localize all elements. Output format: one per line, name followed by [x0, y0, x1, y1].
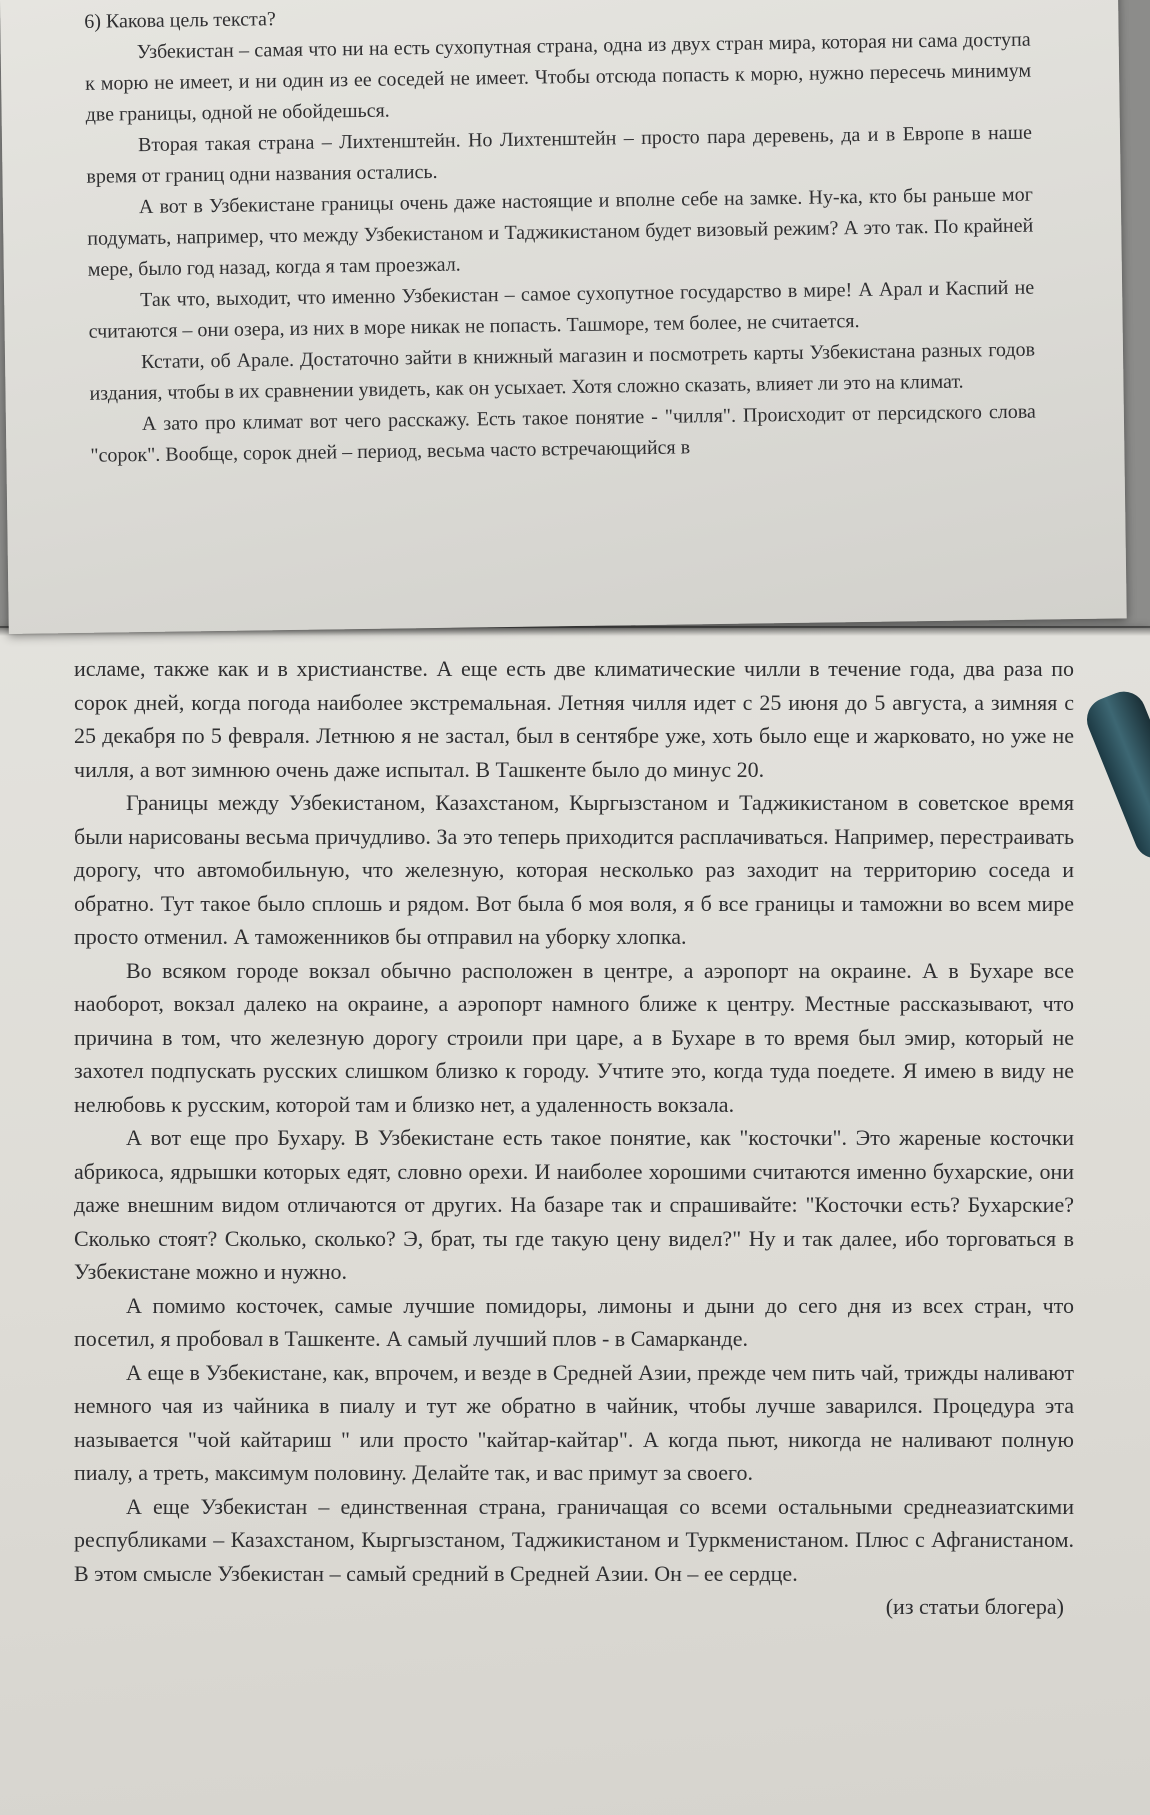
paragraph-heart-of-asia: А еще Узбекистан – единственная страна, граничащая со всеми остальными среднеазиатскими республиками – Казахстаном, Кыргызстаном, Таджикистаном и Туркменистаном. Плюс с Афганистаном. В этом смысле Узбекистан – самый средний в Средней Азии. Он – ее сердце.: [74, 1493, 1074, 1586]
paragraph-visa: А вот в Узбекистане границы очень даже настоящие и вполне себе на замке. Ну-ка, кто бы раньше мог подумать, например, что между Узбекистаном и Таджикистаном будет визовый режим? А это так. По крайней мере, было год назад, когда я там проезжал.: [87, 183, 1034, 281]
paragraph-tea: А еще в Узбекистане, как, впрочем, и везде в Средней Азии, прежде чем пить чай, трижды наливают немного чая из чайника в пиалу и тут же обратно в чайник, чтобы лучше заварился. Процедура эта называется "чой кайтариш " или просто "кайтар-кайтар". А когда пьют, никогда не наливают полную пиалу, а треть, максимум половину. Делайте так, и вас примут за своего.: [74, 1359, 1074, 1485]
paragraph-landlocked: Узбекистан – самая что ни на есть сухопутная страна, одна из двух стран мира, которая ни сама доступа к морю не имеет, и ни один из ее соседей не имеет. Чтобы отсюда попасть к морю, нужно пересечь минимум две границы, одной не обойдешься.: [85, 28, 1032, 126]
paragraph-aral-caspian: Так что, выходит, что именно Узбекистан – самое сухопутное государство в мире! А Арал и Каспий не считаются – они озера, из них в море никак не попасть. Ташморе, тем более, не считается.: [88, 276, 1035, 343]
question-6: 6) Какова цель текста?: [84, 8, 276, 33]
paragraph-borders: Границы между Узбекистаном, Казахстаном, Кыргызстаном и Таджикистаном в советское время были нарисованы весьма причудливо. За это теперь приходится расплачиваться. Например, перестраивать дорогу, что автомобильную, что железную, которая несколько раз заходит на территорию соседа и обратно. Тут такое было сплошь и рядом. Вот была б моя воля, я б все границы и таможни во всем мире просто отменил. А таможенников бы отправил на уборку хлопка.: [74, 790, 1074, 949]
paragraph-liechtenstein: Вторая такая страна – Лихтенштейн. Но Лихтенштейн – просто пара деревень, да и в Европе в наше время от границ одни названия остались.: [86, 121, 1033, 188]
source-attribution: (из статьи блогера): [885, 1594, 1064, 1619]
continued-paragraph: исламе, также как и в христианстве. А еще есть две климатические чилли в течение года, два раза по сорок дней, когда погода наиболее экстремальная. Летняя чилля идет с 25 июня до 5 августа, а зимняя с 25 декабря по 5 февраля. Летнюю я не застал, был в сентябре уже, хоть было еще и жарковато, но уже не чилля, а вот зимнюю очень даже испытал. В Ташкенте было до минус 20.: [74, 656, 1074, 782]
paragraph-aral-maps: Кстати, об Арале. Достаточно зайти в книжный магазин и посмотреть карты Узбекистана разных годов издания, чтобы в их сравнении увидеть, как он усыхает. Хотя сложно сказать, влияет ли это на климат.: [89, 338, 1036, 405]
top-text-block: [84, 0, 1036, 472]
paragraph-fruits: А помимо косточек, самые лучшие помидоры, лимоны и дыни до сего дня из всех стран, что посетил, я пробовал в Ташкенте. А самый лучший плов - в Самарканде.: [74, 1292, 1074, 1351]
top-page: [0, 0, 1127, 634]
bottom-text-block: [74, 652, 1074, 1624]
paragraph-bukhara-station: Во всяком городе вокзал обычно расположен в центре, а аэропорт на окраине. А в Бухаре все наоборот, вокзал далеко на окраине, а аэропорт намного ближе к центру. Местные рассказывают, что причина в том, что железную дорогу строили при царе, а в Бухаре в то время был эмир, который не захотел подпускать русских слишком близко к городу. Учтите это, когда туда поедете. Я имею в виду не нелюбовь к русским, которой там и близко нет, а удаленность вокзала.: [74, 957, 1074, 1117]
bottom-page: [0, 628, 1150, 1815]
paragraph-chillya: А зато про климат вот чего расскажу. Есть такое понятие - "чилля". Происходит от персидского слова "сорок". Вообще, сорок дней – период, весьма часто встречающийся в: [90, 400, 1037, 467]
paragraph-kostochki: А вот еще про Бухару. В Узбекистане есть такое понятие, как "косточки". Это жареные косточки абрикоса, ядрышки которых едят, словно орехи. И наиболее хорошими считаются именно бухарские, они даже внешним видом отличаются от других. На базаре так и спрашивайте: "Косточки есть? Бухарские? Сколько стоят? Сколько, сколько? Э, брат, ты где такую цену видел?" Ну и так далее, ибо торговаться в Узбекистане можно и нужно.: [74, 1125, 1074, 1284]
